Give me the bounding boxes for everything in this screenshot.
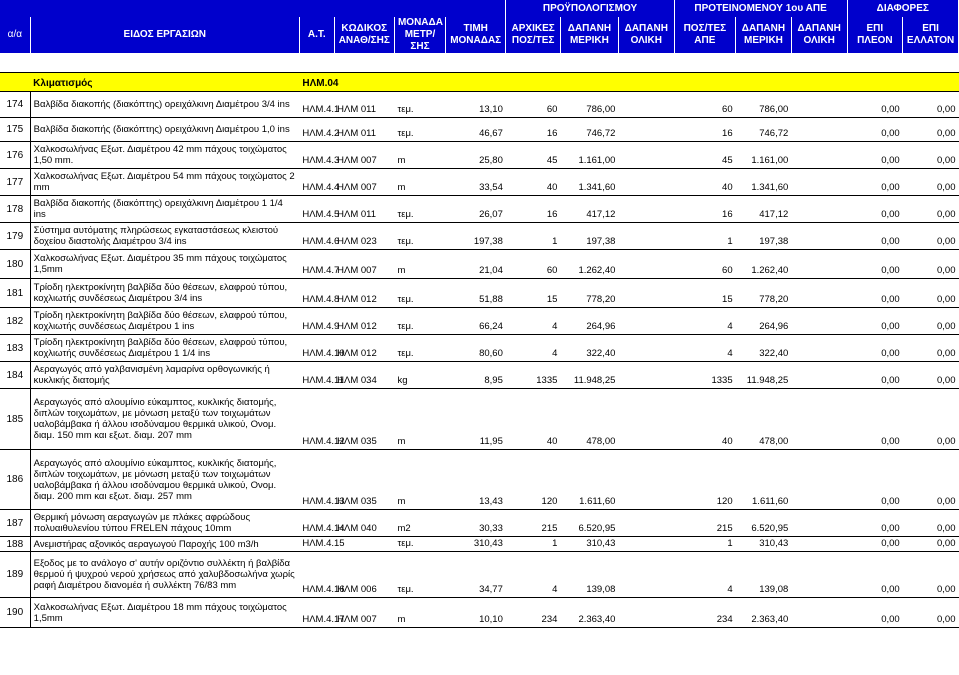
item-ape-total xyxy=(791,169,847,196)
header-group-proposed: ΠΡΟΤΕΙΝΟΜΕΝΟΥ 1ου ΑΠΕ xyxy=(674,0,847,17)
item-description: Εξοδος με το ανάλογο σ' αυτήν οριζόντιο συλλέκτη ή βαλβίδα θερμού ή ψυχρού νερού χρήσεως από χαλυβδοσωλήνα χωρίς ραφή Διαμέτρου διανομέα ή συλλέκτη 76/83 mm xyxy=(30,552,299,598)
item-at: ΗΛΜ.4.7 xyxy=(299,250,334,279)
table-row xyxy=(0,537,959,552)
item-aa: 187 xyxy=(0,510,30,537)
item-initial-qty: 4 xyxy=(506,335,561,362)
item-description: Χαλκοσωλήνας Εξωτ. Διαμέτρου 54 mm πάχους τοιχώματος 2 mm xyxy=(30,169,299,196)
item-code: ΗΛΜ 012 xyxy=(334,308,394,335)
item-unit: m xyxy=(394,389,445,450)
item-unit-price: 197,38 xyxy=(446,223,506,250)
item-budget-partial: 322,40 xyxy=(560,335,618,362)
item-initial-qty: 16 xyxy=(506,118,561,142)
item-at: ΗΛΜ.4.9 xyxy=(299,308,334,335)
item-at: ΗΛΜ.4.8 xyxy=(299,279,334,308)
item-ape-partial: 1.341,60 xyxy=(736,169,792,196)
table-body xyxy=(0,53,959,628)
item-budget-partial: 478,00 xyxy=(560,389,618,450)
col-header-at: Α.Τ. xyxy=(299,17,334,53)
item-ape-total xyxy=(791,223,847,250)
item-ape-qty: 60 xyxy=(674,250,735,279)
item-ape-total xyxy=(791,552,847,598)
item-unit: m xyxy=(394,169,445,196)
item-less: 0,00 xyxy=(903,389,959,450)
item-less: 0,00 xyxy=(903,223,959,250)
table-row xyxy=(0,362,959,389)
table-row xyxy=(0,279,959,308)
item-budget-total xyxy=(618,537,674,552)
item-ape-partial: 778,20 xyxy=(736,279,792,308)
item-budget-total xyxy=(618,279,674,308)
item-less: 0,00 xyxy=(903,335,959,362)
item-less: 0,00 xyxy=(903,169,959,196)
item-unit: τεμ. xyxy=(394,552,445,598)
item-extra: 0,00 xyxy=(847,450,903,510)
item-aa: 186 xyxy=(0,450,30,510)
item-extra: 0,00 xyxy=(847,362,903,389)
item-description: Αεραγωγός από αλουμίνιο εύκαμπτος, κυκλικής διατομής, διπλών τοιχωμάτων, με μόνωση μεταξύ των τοιχωμάτων υαλοβάμβακα ή άλλου ισοδύναμου θερμικά υλικού, Ονομ. διαμ. 200 mm και εξωτ. διαμ. 257 mm xyxy=(30,450,299,510)
item-ape-partial: 478,00 xyxy=(736,389,792,450)
item-unit-price: 21,04 xyxy=(446,250,506,279)
item-budget-total xyxy=(618,92,674,118)
col-header-init-qty: ΑΡΧΙΚΕΣ ΠΟΣ/ΤΕΣ xyxy=(506,17,561,53)
item-description: Σύστημα αυτόματης πληρώσεως εγκαταστάσεως κλειστού δοχείου διαστολής Διαμέτρου 3/4 ins xyxy=(30,223,299,250)
item-ape-qty: 16 xyxy=(674,118,735,142)
item-ape-qty: 1 xyxy=(674,537,735,552)
item-ape-qty: 1 xyxy=(674,223,735,250)
item-ape-partial: 139,08 xyxy=(736,552,792,598)
item-aa: 178 xyxy=(0,196,30,223)
item-extra: 0,00 xyxy=(847,196,903,223)
section-aa xyxy=(0,73,30,92)
item-aa: 182 xyxy=(0,308,30,335)
section-title: Κλιματισμός xyxy=(30,73,299,92)
item-at: ΗΛΜ.4.1 xyxy=(299,92,334,118)
item-description: Βαλβίδα διακοπής (διακόπτης) ορειχάλκινη Διαμέτρου 1 1/4 ins xyxy=(30,196,299,223)
col-header-ape-qty: ΠΟΣ/ΤΕΣ ΑΠΕ xyxy=(674,17,735,53)
item-ape-partial: 11.948,25 xyxy=(736,362,792,389)
item-budget-total xyxy=(618,335,674,362)
item-aa: 177 xyxy=(0,169,30,196)
item-ape-total xyxy=(791,279,847,308)
item-extra: 0,00 xyxy=(847,169,903,196)
item-code: ΗΛΜ 023 xyxy=(334,223,394,250)
item-ape-qty: 40 xyxy=(674,169,735,196)
item-budget-partial: 310,43 xyxy=(560,537,618,552)
section-fill xyxy=(394,73,958,92)
item-budget-partial: 139,08 xyxy=(560,552,618,598)
col-header-budget-partial: ΔΑΠΑΝΗ ΜΕΡΙΚΗ xyxy=(560,17,618,53)
item-initial-qty: 120 xyxy=(506,450,561,510)
item-unit-price: 34,77 xyxy=(446,552,506,598)
item-description: Τρίοδη ηλεκτροκίνητη βαλβίδα δύο θέσεων, ελαφρού τύπου, κοχλιωτής συνδέσεως Διαμέτρου 1 1/4 ins xyxy=(30,335,299,362)
col-header-aa: α/α xyxy=(0,17,30,53)
item-budget-partial: 197,38 xyxy=(560,223,618,250)
table-header xyxy=(0,0,959,53)
item-less: 0,00 xyxy=(903,92,959,118)
item-less: 0,00 xyxy=(903,142,959,169)
item-less: 0,00 xyxy=(903,510,959,537)
item-extra: 0,00 xyxy=(847,598,903,628)
item-code: ΗΛΜ 035 xyxy=(334,389,394,450)
item-ape-total xyxy=(791,510,847,537)
item-extra: 0,00 xyxy=(847,537,903,552)
item-unit: τεμ. xyxy=(394,308,445,335)
item-budget-partial: 264,96 xyxy=(560,308,618,335)
col-header-ape-total: ΔΑΠΑΝΗ ΟΛΙΚΗ xyxy=(791,17,847,53)
item-aa: 185 xyxy=(0,389,30,450)
item-aa: 188 xyxy=(0,537,30,552)
item-budget-total xyxy=(618,118,674,142)
item-ape-qty: 4 xyxy=(674,308,735,335)
item-extra: 0,00 xyxy=(847,223,903,250)
item-less: 0,00 xyxy=(903,450,959,510)
item-budget-partial: 786,00 xyxy=(560,92,618,118)
item-less: 0,00 xyxy=(903,598,959,628)
item-less: 0,00 xyxy=(903,118,959,142)
item-ape-total xyxy=(791,537,847,552)
item-less: 0,00 xyxy=(903,279,959,308)
item-budget-partial: 1.611,60 xyxy=(560,450,618,510)
table-row xyxy=(0,450,959,510)
item-ape-partial: 786,00 xyxy=(736,92,792,118)
item-at: ΗΛΜ.4.6 xyxy=(299,223,334,250)
item-unit-price: 13,43 xyxy=(446,450,506,510)
item-description: Αεραγωγός από γαλβανισμένη λαμαρίνα ορθογωνικής ή κυκλικής διατομής xyxy=(30,362,299,389)
item-unit: τεμ. xyxy=(394,223,445,250)
item-description: Βαλβίδα διακοπής (διακόπτης) ορειχάλκινη Διαμέτρου 3/4 ins xyxy=(30,92,299,118)
item-ape-total xyxy=(791,196,847,223)
item-ape-total xyxy=(791,118,847,142)
item-code: ΗΛΜ 012 xyxy=(334,279,394,308)
item-code: ΗΛΜ 011 xyxy=(334,196,394,223)
item-ape-qty: 45 xyxy=(674,142,735,169)
item-ape-partial: 1.611,60 xyxy=(736,450,792,510)
col-header-ape-partial: ΔΑΠΑΝΗ ΜΕΡΙΚΗ xyxy=(736,17,792,53)
item-budget-partial: 746,72 xyxy=(560,118,618,142)
item-budget-total xyxy=(618,196,674,223)
item-extra: 0,00 xyxy=(847,92,903,118)
item-at: ΗΛΜ.4.5 xyxy=(299,196,334,223)
item-aa: 175 xyxy=(0,118,30,142)
table-row xyxy=(0,308,959,335)
item-description: Χαλκοσωλήνας Εξωτ. Διαμέτρου 35 mm πάχους τοιχώματος 1,5mm xyxy=(30,250,299,279)
item-unit: m xyxy=(394,450,445,510)
item-ape-partial: 322,40 xyxy=(736,335,792,362)
item-budget-partial: 417,12 xyxy=(560,196,618,223)
item-budget-total xyxy=(618,142,674,169)
table-row xyxy=(0,118,959,142)
col-header-price: ΤΙΜΗ ΜΟΝΑΔΑΣ xyxy=(446,17,506,53)
item-description: Ανεμιστήρας αξονικός αεραγωγού Παροχής 100 m3/h xyxy=(30,537,299,552)
table-row xyxy=(0,223,959,250)
item-aa: 179 xyxy=(0,223,30,250)
item-ape-qty: 4 xyxy=(674,335,735,362)
item-initial-qty: 16 xyxy=(506,196,561,223)
item-initial-qty: 1 xyxy=(506,537,561,552)
table-row xyxy=(0,335,959,362)
table-row xyxy=(0,92,959,118)
item-description: Τρίοδη ηλεκτροκίνητη βαλβίδα δύο θέσεων, ελαφρού τύπου, κοχλιωτής συνδέσεως Διαμέτρου 1 ins xyxy=(30,308,299,335)
item-ape-partial: 6.520,95 xyxy=(736,510,792,537)
item-initial-qty: 215 xyxy=(506,510,561,537)
item-unit: τεμ. xyxy=(394,196,445,223)
item-description: Βαλβίδα διακοπής (διακόπτης) ορειχάλκινη Διαμέτρου 1,0 ins xyxy=(30,118,299,142)
item-aa: 190 xyxy=(0,598,30,628)
header-group-differences: ΔΙΑΦΟΡΕΣ xyxy=(847,0,959,17)
header-blank-group xyxy=(0,0,506,17)
item-extra: 0,00 xyxy=(847,389,903,450)
table-row xyxy=(0,510,959,537)
header-group-budget: ΠΡΟΫΠΟΛΟΓΙΣΜΟΥ xyxy=(506,0,674,17)
item-ape-total xyxy=(791,142,847,169)
item-ape-total xyxy=(791,362,847,389)
item-ape-qty: 16 xyxy=(674,196,735,223)
table-row xyxy=(0,250,959,279)
item-unit-price: 10,10 xyxy=(446,598,506,628)
item-ape-total xyxy=(791,308,847,335)
item-budget-total xyxy=(618,552,674,598)
item-initial-qty: 1335 xyxy=(506,362,561,389)
item-unit-price: 13,10 xyxy=(446,92,506,118)
item-unit: kg xyxy=(394,362,445,389)
item-unit-price: 33,54 xyxy=(446,169,506,196)
item-budget-partial: 778,20 xyxy=(560,279,618,308)
item-aa: 174 xyxy=(0,92,30,118)
col-header-extra: ΕΠΙ ΠΛΕΟΝ xyxy=(847,17,903,53)
table-row xyxy=(0,389,959,450)
table-row xyxy=(0,142,959,169)
col-header-budget-total: ΔΑΠΑΝΗ ΟΛΙΚΗ xyxy=(618,17,674,53)
item-at: ΗΛΜ.4.14 xyxy=(299,510,334,537)
section-code: ΗΛΜ.04 xyxy=(299,73,394,92)
item-code: ΗΛΜ 006 xyxy=(334,552,394,598)
item-extra: 0,00 xyxy=(847,510,903,537)
item-budget-partial: 1.341,60 xyxy=(560,169,618,196)
item-code: ΗΛΜ 012 xyxy=(334,335,394,362)
item-unit-price: 26,07 xyxy=(446,196,506,223)
item-budget-total xyxy=(618,250,674,279)
item-ape-qty: 15 xyxy=(674,279,735,308)
item-at: ΗΛΜ.4.15 xyxy=(299,537,334,552)
item-unit-price: 66,24 xyxy=(446,308,506,335)
item-description: Αεραγωγός από αλουμίνιο εύκαμπτος, κυκλικής διατομής, διπλών τοιχωμάτων, με μόνωση μεταξύ των τοιχωμάτων υαλοβάμβακα ή άλλου ισοδύναμου θερμικά υλικού, Ονομ. διαμ. 150 mm και εξωτ. διαμ. 207 mm xyxy=(30,389,299,450)
item-budget-total xyxy=(618,389,674,450)
item-budget-total xyxy=(618,223,674,250)
item-extra: 0,00 xyxy=(847,118,903,142)
item-ape-partial: 1.262,40 xyxy=(736,250,792,279)
item-unit: τεμ. xyxy=(394,118,445,142)
table-row xyxy=(0,552,959,598)
item-initial-qty: 60 xyxy=(506,92,561,118)
item-extra: 0,00 xyxy=(847,250,903,279)
item-unit: m xyxy=(394,142,445,169)
item-extra: 0,00 xyxy=(847,308,903,335)
table-row xyxy=(0,196,959,223)
item-ape-partial: 746,72 xyxy=(736,118,792,142)
item-ape-total xyxy=(791,92,847,118)
item-description: Χαλκοσωλήνας Εξωτ. Διαμέτρου 42 mm πάχους τοιχώματος 1,50 mm. xyxy=(30,142,299,169)
item-initial-qty: 1 xyxy=(506,223,561,250)
item-budget-total xyxy=(618,598,674,628)
item-ape-partial: 197,38 xyxy=(736,223,792,250)
item-budget-partial: 1.161,00 xyxy=(560,142,618,169)
item-extra: 0,00 xyxy=(847,335,903,362)
table-row xyxy=(0,169,959,196)
item-initial-qty: 234 xyxy=(506,598,561,628)
item-unit: τεμ. xyxy=(394,279,445,308)
table-row xyxy=(0,598,959,628)
col-header-less: ΕΠΙ ΕΛΛΑΤΟΝ xyxy=(903,17,959,53)
item-code: ΗΛΜ 035 xyxy=(334,450,394,510)
item-ape-qty: 215 xyxy=(674,510,735,537)
item-code: ΗΛΜ 034 xyxy=(334,362,394,389)
item-budget-partial: 11.948,25 xyxy=(560,362,618,389)
item-at: ΗΛΜ.4.16 xyxy=(299,552,334,598)
item-budget-total xyxy=(618,362,674,389)
item-ape-total xyxy=(791,389,847,450)
item-unit-price: 25,80 xyxy=(446,142,506,169)
item-unit-price: 51,88 xyxy=(446,279,506,308)
item-ape-partial: 1.161,00 xyxy=(736,142,792,169)
item-at: ΗΛΜ.4.2 xyxy=(299,118,334,142)
item-unit-price: 11,95 xyxy=(446,389,506,450)
col-header-unit: ΜΟΝΑΔΑ ΜΕΤΡ/ΣΗΣ xyxy=(394,17,445,53)
item-at: ΗΛΜ.4.10 xyxy=(299,335,334,362)
item-ape-partial: 264,96 xyxy=(736,308,792,335)
item-ape-total xyxy=(791,250,847,279)
item-budget-partial: 2.363,40 xyxy=(560,598,618,628)
item-budget-total xyxy=(618,169,674,196)
item-budget-partial: 6.520,95 xyxy=(560,510,618,537)
item-unit-price: 8,95 xyxy=(446,362,506,389)
item-extra: 0,00 xyxy=(847,279,903,308)
item-code: ΗΛΜ 007 xyxy=(334,598,394,628)
section-row xyxy=(0,73,959,92)
item-at: ΗΛΜ.4.17 xyxy=(299,598,334,628)
item-ape-qty: 234 xyxy=(674,598,735,628)
item-at: ΗΛΜ.4.4 xyxy=(299,169,334,196)
item-unit: m xyxy=(394,250,445,279)
item-unit-price: 80,60 xyxy=(446,335,506,362)
item-ape-total xyxy=(791,598,847,628)
item-code: ΗΛΜ 011 xyxy=(334,92,394,118)
item-at: ΗΛΜ.4.13 xyxy=(299,450,334,510)
item-ape-partial: 2.363,40 xyxy=(736,598,792,628)
item-extra: 0,00 xyxy=(847,142,903,169)
item-unit: τεμ. xyxy=(394,537,445,552)
col-header-work-type: ΕΙΔΟΣ ΕΡΓΑΣΙΩΝ xyxy=(30,17,299,53)
item-less: 0,00 xyxy=(903,308,959,335)
item-code: ΗΛΜ 007 xyxy=(334,142,394,169)
item-less: 0,00 xyxy=(903,552,959,598)
item-at: ΗΛΜ.4.12 xyxy=(299,389,334,450)
item-aa: 183 xyxy=(0,335,30,362)
item-unit-price: 310,43 xyxy=(446,537,506,552)
item-initial-qty: 40 xyxy=(506,389,561,450)
item-initial-qty: 45 xyxy=(506,142,561,169)
item-unit: m xyxy=(394,598,445,628)
item-less: 0,00 xyxy=(903,196,959,223)
item-at: ΗΛΜ.4.3 xyxy=(299,142,334,169)
item-aa: 180 xyxy=(0,250,30,279)
item-initial-qty: 4 xyxy=(506,308,561,335)
item-code: ΗΛΜ 007 xyxy=(334,250,394,279)
item-ape-total xyxy=(791,335,847,362)
item-description: Χαλκοσωλήνας Εξωτ. Διαμέτρου 18 mm πάχους τοιχώματος 1,5mm xyxy=(30,598,299,628)
item-description: Θερμική μόνωση αεραγωγών με πλάκες αφρώδους πολυαιθυλενίου τύπου FRELEN πάχους 10mm xyxy=(30,510,299,537)
item-aa: 189 xyxy=(0,552,30,598)
item-description: Τρίοδη ηλεκτροκίνητη βαλβίδα δύο θέσεων, ελαφρού τύπου, κοχλιωτής συνδέσεως Διαμέτρου 3/4 ins xyxy=(30,279,299,308)
item-unit: m2 xyxy=(394,510,445,537)
item-unit: τεμ. xyxy=(394,335,445,362)
item-unit-price: 30,33 xyxy=(446,510,506,537)
item-initial-qty: 4 xyxy=(506,552,561,598)
item-ape-qty: 4 xyxy=(674,552,735,598)
item-initial-qty: 15 xyxy=(506,279,561,308)
item-budget-total xyxy=(618,510,674,537)
item-aa: 176 xyxy=(0,142,30,169)
item-ape-partial: 417,12 xyxy=(736,196,792,223)
item-unit-price: 46,67 xyxy=(446,118,506,142)
item-budget-partial: 1.262,40 xyxy=(560,250,618,279)
item-code: ΗΛΜ 011 xyxy=(334,118,394,142)
item-budget-total xyxy=(618,450,674,510)
item-ape-partial: 310,43 xyxy=(736,537,792,552)
item-ape-qty: 40 xyxy=(674,389,735,450)
item-ape-total xyxy=(791,450,847,510)
item-less: 0,00 xyxy=(903,362,959,389)
item-ape-qty: 120 xyxy=(674,450,735,510)
item-budget-total xyxy=(618,308,674,335)
item-ape-qty: 60 xyxy=(674,92,735,118)
col-header-code: ΚΩΔΙΚΟΣ ΑΝΑΘ/ΣΗΣ xyxy=(334,17,394,53)
item-initial-qty: 40 xyxy=(506,169,561,196)
item-aa: 184 xyxy=(0,362,30,389)
item-at: ΗΛΜ.4.11 xyxy=(299,362,334,389)
item-unit: τεμ. xyxy=(394,92,445,118)
item-ape-qty: 1335 xyxy=(674,362,735,389)
spacer xyxy=(0,53,959,73)
item-initial-qty: 60 xyxy=(506,250,561,279)
item-code: ΗΛΜ 007 xyxy=(334,169,394,196)
item-less: 0,00 xyxy=(903,537,959,552)
item-less: 0,00 xyxy=(903,250,959,279)
item-extra: 0,00 xyxy=(847,552,903,598)
item-code: ΗΛΜ 040 xyxy=(334,510,394,537)
item-aa: 181 xyxy=(0,279,30,308)
